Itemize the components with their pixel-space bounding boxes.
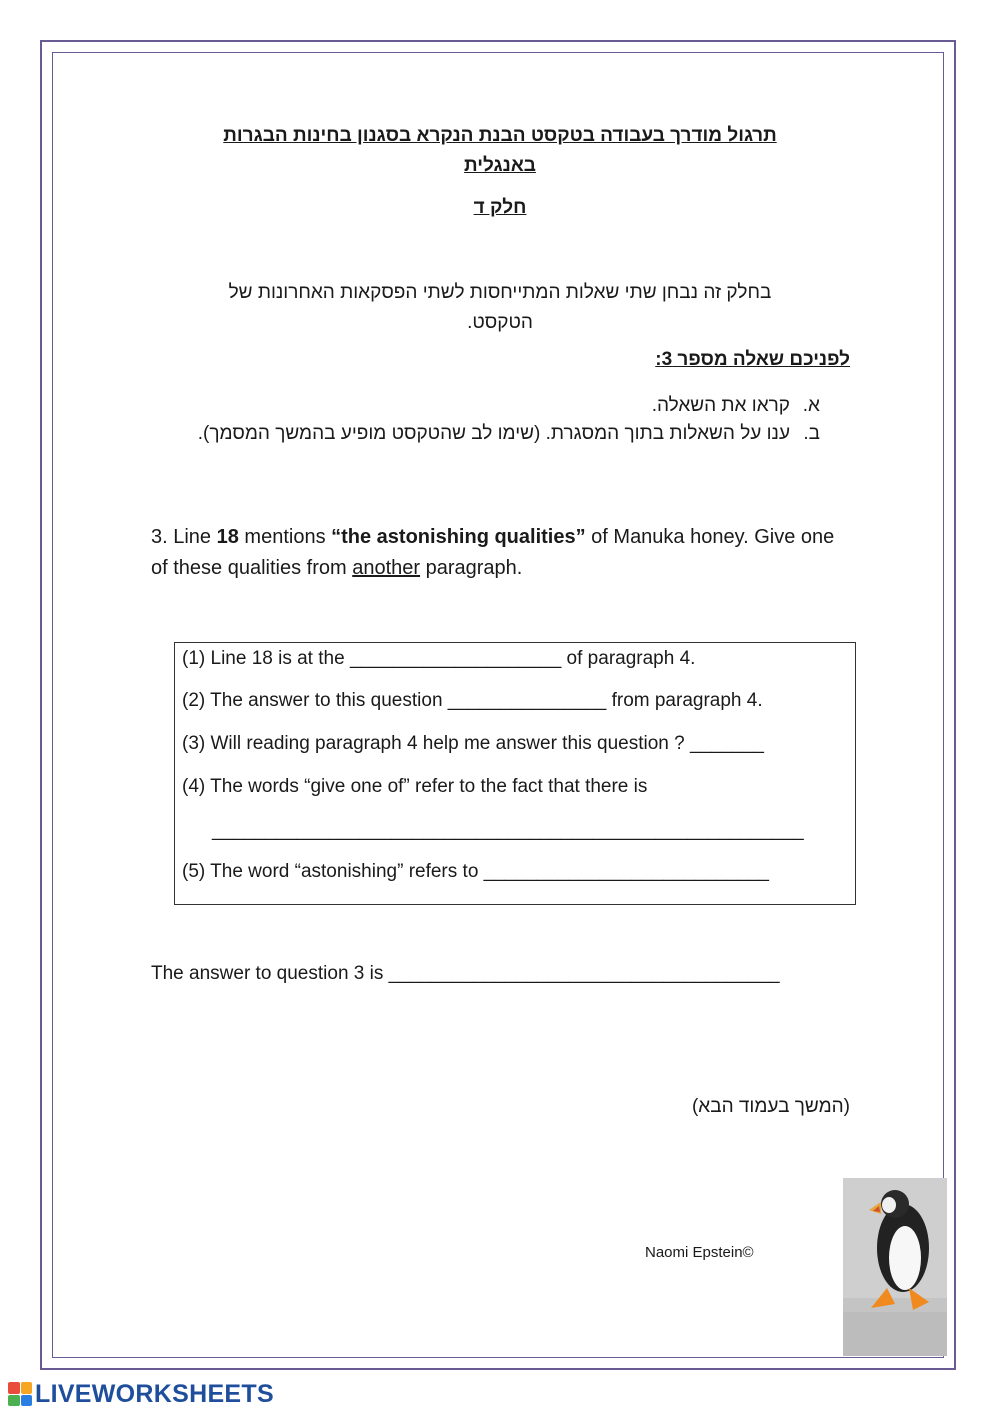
guided-question-1-text: (1) Line 18 is at the bbox=[182, 648, 350, 669]
guided-question-5-text: (5) The word “astonishing” refers to bbox=[182, 861, 484, 882]
guided-question-3-text: (3) Will reading paragraph 4 help me answer this question ? bbox=[182, 733, 690, 754]
question-after: of Manuka honey. Give one of these qualities from bbox=[151, 526, 835, 579]
instructions-list bbox=[180, 392, 820, 448]
instruction-item bbox=[180, 392, 820, 420]
answer-blank[interactable]: ___________________________ bbox=[483, 861, 769, 882]
question-3-heading: לפניכם שאלה מספר 3: bbox=[655, 349, 850, 370]
liveworksheets-brand: LIVEWORKSHEETS bbox=[35, 1379, 274, 1408]
question-line-number: 18 bbox=[216, 526, 239, 548]
intro-line-1: בחלק זה נבחן שתי שאלות המתייחסות לשתי הפסקאות האחרונות של bbox=[228, 282, 772, 303]
question-end: paragraph. bbox=[420, 557, 523, 579]
worksheet-title bbox=[170, 121, 830, 181]
guided-question-3 bbox=[182, 733, 764, 755]
question-3-text bbox=[151, 522, 851, 584]
title-line-1: תרגול מודרך בעבודה בטקסט הבנת הנקרא בסגנון בחינות הבגרות bbox=[223, 125, 777, 146]
guided-question-1-end: of paragraph 4. bbox=[561, 648, 696, 669]
instruction-text: קראו את השאלה. bbox=[651, 395, 790, 416]
instruction-marker: א. bbox=[802, 395, 820, 416]
instruction-marker: ב. bbox=[803, 423, 820, 444]
guided-question-2-text: (2) The answer to this question bbox=[182, 690, 448, 711]
question-underlined-word: another bbox=[352, 557, 421, 579]
question-prefix: 3. Line bbox=[151, 526, 217, 548]
answer-blank[interactable]: ____________________ bbox=[349, 648, 562, 669]
final-answer-blank[interactable]: _____________________________________ bbox=[388, 963, 780, 984]
intro-line-2: הטקסט. bbox=[467, 312, 533, 333]
question-mid: mentions bbox=[238, 526, 332, 548]
liveworksheets-logo-icon bbox=[8, 1382, 32, 1406]
final-answer-line bbox=[151, 963, 780, 985]
intro-text bbox=[170, 278, 830, 338]
part-title: חלק ד bbox=[473, 197, 527, 218]
instruction-item bbox=[180, 420, 820, 448]
question-quote: “the astonishing qualities” bbox=[331, 526, 586, 548]
guided-question-4 bbox=[182, 776, 647, 798]
guided-question-2 bbox=[182, 690, 763, 712]
answer-blank[interactable]: ________________________________________________________ bbox=[212, 820, 804, 841]
continued-note: (המשך בעמוד הבא) bbox=[691, 1096, 850, 1117]
author-credit: Naomi Epstein© bbox=[645, 1244, 754, 1261]
guided-question-5 bbox=[182, 861, 769, 883]
liveworksheets-footer bbox=[8, 1381, 274, 1407]
answer-blank[interactable]: _______ bbox=[690, 733, 764, 754]
title-line-2: באנגלית bbox=[464, 155, 536, 176]
guided-questions-box bbox=[174, 642, 856, 905]
guided-question-1 bbox=[182, 648, 695, 670]
final-answer-label: The answer to question 3 is bbox=[151, 963, 389, 984]
puffin-image bbox=[843, 1178, 947, 1356]
instruction-text: ענו על השאלות בתוך המסגרת. (שימו לב שהטקסט מופיע בהמשך המסמך). bbox=[197, 423, 790, 444]
guided-question-4-text: (4) The words “give one of” refer to the fact that there is bbox=[182, 776, 648, 797]
answer-blank[interactable]: _______________ bbox=[447, 690, 607, 711]
guided-question-2-end: from paragraph 4. bbox=[606, 690, 763, 711]
